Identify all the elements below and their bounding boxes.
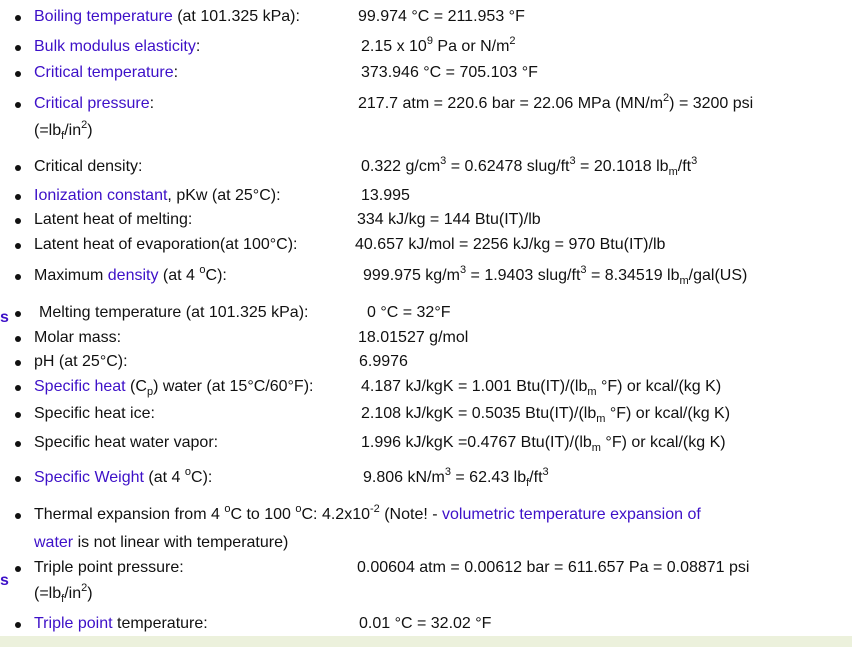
property-value: 0.322 $g/cm^3 = 0.62478$ slug/$ft^3 = 20.1018$ $lb_m/ft^3$ — [361, 155, 698, 178]
bullet-icon — [15, 622, 21, 628]
bullet-icon — [15, 360, 21, 366]
property-value: 18.01527 g/mol — [358, 329, 469, 346]
property-value: 2.108 kJ/kgK = 0.5035 $Btu(IT)/(lb_m$ °F) or kcal/(kg K) — [361, 405, 731, 425]
specific-weight-link[interactable]: Specific Weight — [34, 469, 144, 486]
property-value: 2.15 x $10^9$ Pa or $N/m^2$ — [361, 35, 516, 55]
bullet-icon — [15, 274, 21, 280]
bullet-icon — [15, 566, 21, 572]
property-label: Specific heat $(C_p)$ water (at 15°C/60°F): — [34, 378, 314, 398]
property-label: Triple point temperature: — [34, 615, 208, 632]
critical-pressure-link[interactable]: Critical pressure — [34, 95, 150, 112]
property-label: Latent heat of evaporation(at 100°C): — [34, 236, 298, 253]
property-label: Thermal expansion from 4 $^o$C to 100 $^o$C: $4.2x10^{-2}$ (Note! - volumetric temperature expansion of — [34, 503, 701, 523]
property-label: pH (at 25°C): — [34, 353, 128, 370]
property-value: 99.974 °C = 211.953 °F — [358, 8, 525, 25]
property-value: 999.975 $kg/m^3 = 1.9403$ slug/$ft^3 = 8.34519$ $lb_m/gal(US)$ — [363, 264, 748, 287]
bullet-icon — [15, 45, 21, 51]
property-value: 13.995 — [361, 187, 410, 204]
bullet-icon — [15, 336, 21, 342]
bullet-icon — [15, 71, 21, 77]
property-label: Maximum density (at 4 $^o$C): — [34, 264, 227, 284]
bulk-modulus-link[interactable]: Bulk modulus elasticity — [34, 38, 196, 55]
property-value: 6.9976 — [359, 353, 408, 370]
bullet-icon — [15, 243, 21, 249]
bullet-icon — [15, 412, 21, 418]
property-label: Melting temperature (at 101.325 kPa): — [39, 304, 309, 321]
water-link[interactable]: water — [34, 534, 74, 551]
bullet-icon — [15, 513, 21, 519]
property-label: Specific Weight (at 4 $^o$C): — [34, 466, 213, 486]
clipped-edge-text: s — [0, 572, 9, 589]
bullet-icon — [15, 102, 21, 108]
ionization-constant-link[interactable]: Ionization constant — [34, 187, 168, 204]
bullet-icon — [15, 218, 21, 224]
bullet-icon — [15, 15, 21, 21]
bullet-icon — [15, 311, 21, 317]
property-value: 40.657 kJ/mol = 2256 kJ/kg = 970 Btu(IT)/lb — [355, 236, 666, 253]
property-label: Specific heat water vapor: — [34, 434, 219, 451]
property-label: Critical density: — [34, 158, 143, 175]
bullet-icon — [15, 476, 21, 482]
bullet-icon — [15, 165, 21, 171]
property-label: Critical pressure: — [34, 95, 155, 112]
property-label: Critical temperature: — [34, 64, 179, 81]
property-value: 1.996 kJ/kgK =0.4767 $Btu(IT)/(lb_m$ °F) or kcal/(kg K) — [361, 434, 726, 454]
property-label: Specific heat ice: — [34, 405, 155, 422]
property-label: Bulk modulus elasticity: — [34, 38, 201, 55]
property-value: 217.7 atm = 220.6 bar = 22.06 MPa $(MN/m^2) = 3200$ psi — [358, 92, 754, 112]
bullet-icon — [15, 385, 21, 391]
property-value: 9.806 $kN/m^3 = 62.43$ $lb_f/ft^3$ — [363, 466, 549, 489]
property-value: 0.01 °C = 32.02 °F — [359, 615, 492, 632]
footer-bar — [0, 636, 852, 647]
triple-point-link[interactable]: Triple point — [34, 615, 113, 632]
boiling-temperature-link[interactable]: Boiling temperature — [34, 8, 173, 25]
critical-temperature-link[interactable]: Critical temperature — [34, 64, 174, 81]
property-value-continuation: $(=lb_f/in^2)$ — [34, 119, 93, 142]
property-label: Molar mass: — [34, 329, 122, 346]
property-value: 373.946 °C = 705.103 °F — [361, 64, 538, 81]
property-label: Triple point pressure: — [34, 559, 184, 576]
bullet-icon — [15, 194, 21, 200]
property-label: Boiling temperature (at 101.325 kPa): — [34, 8, 300, 25]
property-label: Latent heat of melting: — [34, 211, 193, 228]
clipped-edge-text: s — [0, 309, 9, 326]
property-value: 0 °C = 32°F — [367, 304, 451, 321]
property-label-continuation: water is not linear with temperature) — [34, 534, 289, 551]
property-value: 0.00604 atm = 0.00612 bar = 611.657 Pa = 0.08871 psi — [357, 559, 750, 576]
property-label: Ionization constant, pKw (at 25°C): — [34, 187, 281, 204]
specific-heat-link[interactable]: Specific heat — [34, 378, 126, 395]
volumetric-expansion-link[interactable]: volumetric temperature expansion of — [442, 506, 701, 523]
property-value: 4.187 kJ/kgK = 1.001 $Btu(IT)/(lb_m$ °F) or kcal/(kg K) — [361, 378, 722, 398]
density-link[interactable]: density — [107, 267, 159, 284]
property-value-continuation: $(=lb_f/in^2)$ — [34, 582, 93, 605]
bullet-icon — [15, 441, 21, 447]
property-value: 334 kJ/kg = 144 Btu(IT)/lb — [357, 211, 541, 228]
